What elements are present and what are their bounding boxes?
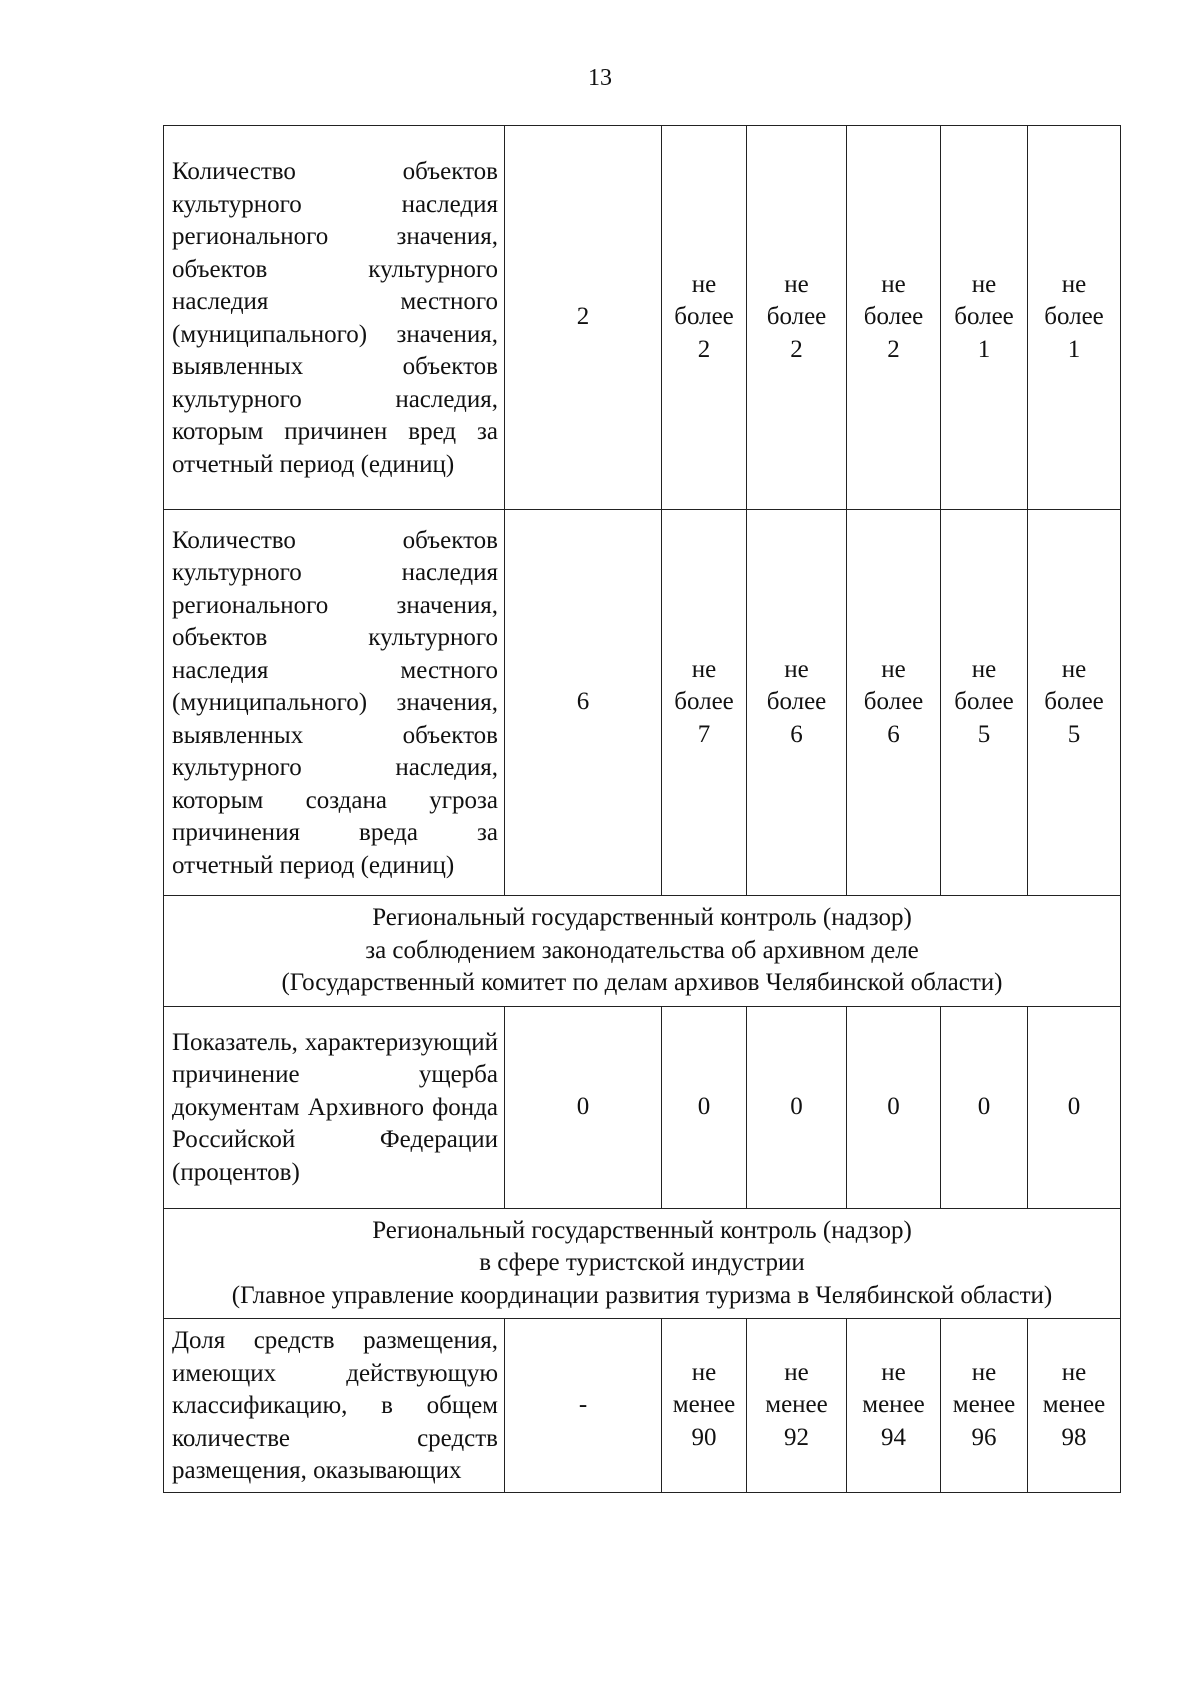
value-text: 2 [887, 335, 900, 363]
value-text: 92 [784, 1423, 809, 1451]
indicator-row [164, 1319, 1121, 1493]
value-text: 2 [697, 335, 711, 363]
value-text: 0 [790, 1092, 803, 1120]
value-text: более [674, 688, 734, 716]
target-value-cell [847, 126, 941, 510]
value-text: не [784, 270, 809, 298]
value-text: менее [952, 1391, 1016, 1419]
value-text: 5 [977, 720, 991, 748]
target-value-cell [1028, 126, 1121, 510]
value-text: - [578, 1391, 588, 1419]
target-value-cell [747, 1006, 847, 1208]
value-text: 6 [790, 720, 803, 748]
indicator-row [164, 126, 1121, 510]
section-title-line: (Главное управление координации развития туризма в Челябинской области) [231, 1281, 1053, 1309]
value-text: 0 [977, 1092, 991, 1120]
value-text: менее [1042, 1391, 1106, 1419]
value-text: менее [672, 1391, 736, 1419]
value-text: 96 [971, 1423, 997, 1451]
value-text: 0 [576, 1092, 590, 1120]
value-text: не [784, 1358, 809, 1386]
target-value-cell [847, 1006, 941, 1208]
value-text: 0 [1067, 1092, 1081, 1120]
value-text: 94 [881, 1423, 906, 1451]
target-value-cell [941, 1319, 1028, 1493]
section-title [164, 896, 1121, 1007]
value-text: более [954, 303, 1014, 331]
value-text: более [954, 688, 1014, 716]
baseline-value-cell [505, 1006, 662, 1208]
value-text: 1 [1067, 335, 1081, 363]
section-header-row [164, 896, 1121, 1007]
target-value-cell [747, 126, 847, 510]
section-header-row [164, 1208, 1121, 1319]
target-value-cell [747, 1319, 847, 1493]
value-text: не [691, 655, 717, 683]
value-text: менее [862, 1391, 925, 1419]
value-text: 90 [691, 1423, 717, 1451]
indicator-row [164, 1006, 1121, 1208]
indicators-table [163, 125, 1121, 1493]
value-text: более [1044, 303, 1104, 331]
target-value-cell [847, 1319, 941, 1493]
target-value-cell [662, 1006, 747, 1208]
baseline-value-cell [505, 1319, 662, 1493]
indicator-label: Показатель, характеризующий причинение ущерба документам Архивного фонда Российской Федерации (процентов) [164, 1006, 505, 1208]
target-value-cell [1028, 510, 1121, 896]
value-text: 1 [977, 335, 991, 363]
target-value-cell [1028, 1319, 1121, 1493]
value-text: 98 [1061, 1423, 1087, 1451]
value-text: менее [765, 1391, 828, 1419]
section-title [164, 1208, 1121, 1319]
section-title-line: Региональный государственный контроль (надзор) [372, 1216, 912, 1244]
value-text: более [674, 303, 734, 331]
target-value-cell [941, 1006, 1028, 1208]
value-text: не [691, 270, 717, 298]
section-title-line: в сфере туристской индустрии [479, 1249, 805, 1276]
value-text: не [971, 1358, 997, 1386]
value-text: более [863, 688, 924, 716]
value-text: более [863, 303, 924, 331]
value-text: не [881, 270, 906, 298]
indicator-label: Количество объектов культурного наследия регионального значения, объектов культурного наследия местного (муниципального) значения, выявленных объектов культурного наследия, которым создана угроза причинения вреда за отчетный период (единиц) [164, 510, 505, 896]
target-value-cell [662, 1319, 747, 1493]
value-text: 2 [790, 335, 803, 363]
value-text: более [766, 303, 827, 331]
value-text: 7 [697, 720, 711, 748]
target-value-cell [662, 510, 747, 896]
page-number: 13 [588, 65, 612, 91]
section-title-line: за соблюдением законодательства об архивном деле [365, 936, 919, 964]
target-value-cell [941, 510, 1028, 896]
baseline-value-cell [505, 126, 662, 510]
value-text: 5 [1067, 720, 1081, 748]
value-text: не [1061, 655, 1087, 683]
value-text: не [971, 270, 997, 298]
section-title-line: (Государственный комитет по делам архивов Челябинской области) [281, 969, 1003, 996]
value-text: не [784, 655, 809, 683]
value-text: не [691, 1358, 717, 1386]
value-text: не [1061, 270, 1087, 298]
value-text: 0 [887, 1092, 900, 1120]
section-title-line: Региональный государственный контроль (надзор) [372, 904, 912, 931]
value-text: 6 [576, 688, 590, 716]
indicator-label: Количество объектов культурного наследия регионального значения, объектов культурного наследия местного (муниципального) значения, выявленных объектов культурного наследия, которым причинен вред за отчетный период (единиц) [164, 126, 505, 510]
value-text: 6 [887, 720, 900, 748]
target-value-cell [1028, 1006, 1121, 1208]
value-text: 0 [697, 1092, 711, 1120]
value-text: 2 [576, 303, 590, 331]
value-text: не [1061, 1358, 1087, 1386]
target-value-cell [662, 126, 747, 510]
value-text: не [881, 655, 906, 683]
indicator-label: Доля средств размещения, имеющих действующую классификацию, в общем количестве средств размещения, оказывающих [164, 1319, 505, 1493]
target-value-cell [747, 510, 847, 896]
baseline-value-cell [505, 510, 662, 896]
value-text: более [766, 688, 827, 716]
indicator-row [164, 510, 1121, 896]
target-value-cell [941, 126, 1028, 510]
value-text: не [971, 655, 997, 683]
value-text: не [881, 1358, 906, 1386]
value-text: более [1044, 688, 1104, 716]
target-value-cell [847, 510, 941, 896]
